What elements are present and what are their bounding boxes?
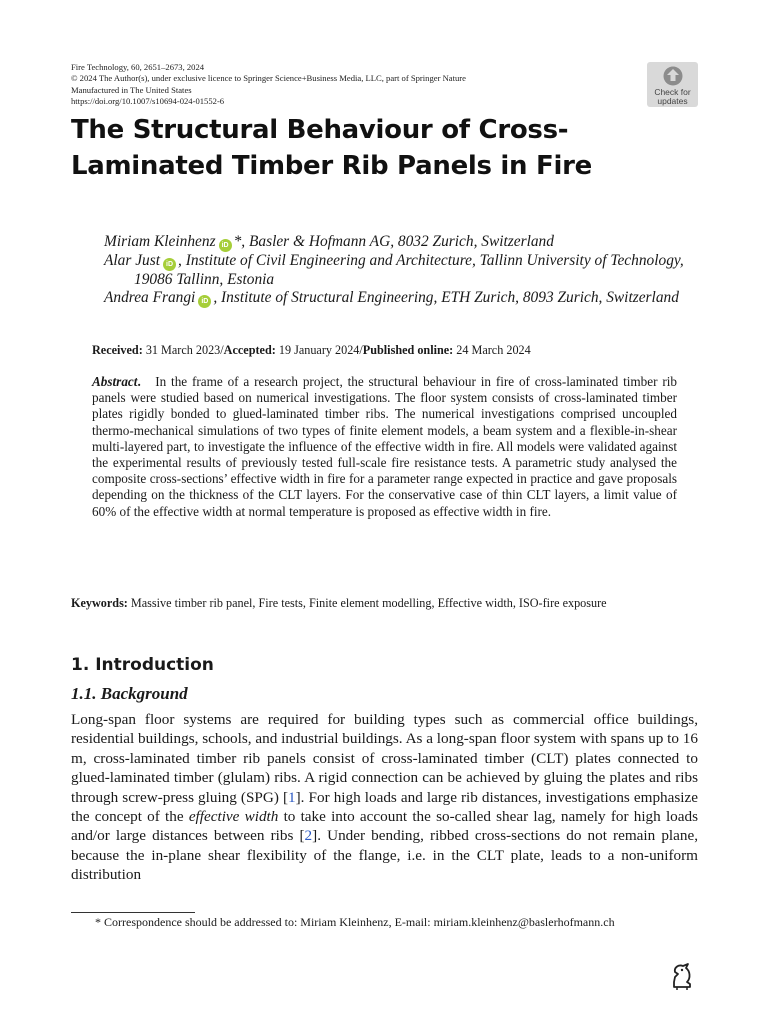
springer-horse-icon [666,960,698,990]
footnote [71,915,698,931]
orcid-icon[interactable]: iD [198,295,211,308]
citation-link[interactable]: 2 [304,827,313,845]
published-date: 24 March 2024 [453,343,531,357]
author-entry [104,233,704,252]
keywords-label: Keywords: [71,596,128,610]
check-for-updates-button[interactable] [647,62,698,107]
orcid-icon[interactable]: iD [219,239,232,252]
title-line-1: The Structural Behaviour of Cross- [71,115,569,145]
accepted-label: Accepted: [223,343,276,357]
author-entry [104,252,704,289]
footnote-divider [71,912,195,913]
emphasis-term: effective width [188,808,279,826]
body-text-part: to take into account the so-called shear lag, namely for high loads and/or large distances between ribs [ [71,808,699,845]
keywords-text: Massive timber rib panel, Fire tests, Finite element modelling, Effective width, ISO-fire exposure [130,596,607,610]
article-metadata [71,62,631,108]
received-label: Received: [92,343,143,357]
section-heading: 1. Introduction [71,655,214,675]
accepted-date: 19 January 2024/ [275,343,363,357]
received-date: 31 March 2023/ [142,343,224,357]
abstract-text: In the frame of a research project, the structural behaviour in fire of cross-laminated timber rib panels were studied based on numerical investigations. The floor system consists of cross-laminated timber plates rigidly bonded to glued-laminated timber ribs. The numerical investigations comprised uncoupled thermo-mechanical simulations of two types of finite element models, a beam system and a flexible-in-shear multi-layered part, to investigate the influence of the effective width in fire. All models were validated against the experimental results of previously tested full-scale fire resistance tests. A parametric study analysed the composite cross-sections’ effective width in fire for a parameter range expected in practice and gave proposals depending on the thickness of the CLT layers. For the conservative case of thin CLT layers, a limit value of 60% of the effective width at normal temperature is proposed as effective width in fire. [92,374,677,519]
article-title [71,112,691,184]
author-name: Miriam Kleinhenz [104,233,216,250]
published-label: Published online: [362,343,454,357]
orcid-icon[interactable]: iD [163,258,176,271]
abstract [92,374,677,520]
author-affiliation: , Institute of Structural Engineering, ETH Zurich, 8093 Zurich, Switzerland [213,289,679,307]
check-badge-line1: Check for [654,87,691,97]
subsection-heading: 1.1. Background [71,684,188,703]
check-for-updates-icon [661,65,685,87]
author-affiliation: , Basler & Hofmann AG, 8032 Zurich, Switzerland [241,233,554,250]
body-text-part: ]. Under bending, ribbed cross-sections do not remain plane, because the in-plane shear flexibility of the flange, i.e. in the CLT plate, leads to a non-uniform distribution [71,827,699,884]
body-paragraph [71,710,698,885]
footnote-marker: * [95,915,101,929]
body-text-part: Long-span floor systems are required for building types such as commercial office buildings, residential buildings, schools, and industrial buildings. As a long-span floor system with spans up to 16 m, cross-laminated timber rib panels consist of cross-laminated timber (CLT) plates connected to glued-laminated timber (glulam) ribs. A rigid connection can be achieved by gluing the plates and ribs through screw-press gluing (SPG) [ [71,711,698,806]
author-marker: * [233,233,242,250]
title-line-2: Laminated Timber Rib Panels in Fire [71,151,592,181]
doi-link[interactable]: https://doi.org/10.1007/s10694-024-01552-6 [71,96,225,107]
citation-link[interactable]: 1 [288,788,296,806]
publication-dates [92,343,692,358]
manufactured-notice: Manufactured in The United States [71,84,192,95]
author-name: Alar Just [104,252,161,269]
author-list [104,233,704,308]
body-text-part: ]. For high loads and large rib distances, investigations emphasize the concept of the [71,788,698,826]
author-entry [104,289,704,308]
copyright-notice: © 2024 The Author(s), under exclusive licence to Springer Science+Business Media, LLC, part of Springer Nature [71,73,466,84]
abstract-label: Abstract [92,374,138,389]
abstract-label-dot: . [137,374,141,389]
keywords [71,596,698,611]
journal-citation: Fire Technology, 60, 2651–2673, 2024 [71,62,205,72]
footnote-text: Correspondence should be addressed to: Miriam Kleinhenz, E-mail: miriam.kleinhenz@baslerhofmann.ch [101,915,615,929]
author-affiliation: , Institute of Civil Engineering and Architecture, Tallinn University of Technology, 19086 Tallinn, Estonia [134,252,684,288]
author-name: Andrea Frangi [104,289,196,307]
check-badge-line2: updates [657,95,688,106]
